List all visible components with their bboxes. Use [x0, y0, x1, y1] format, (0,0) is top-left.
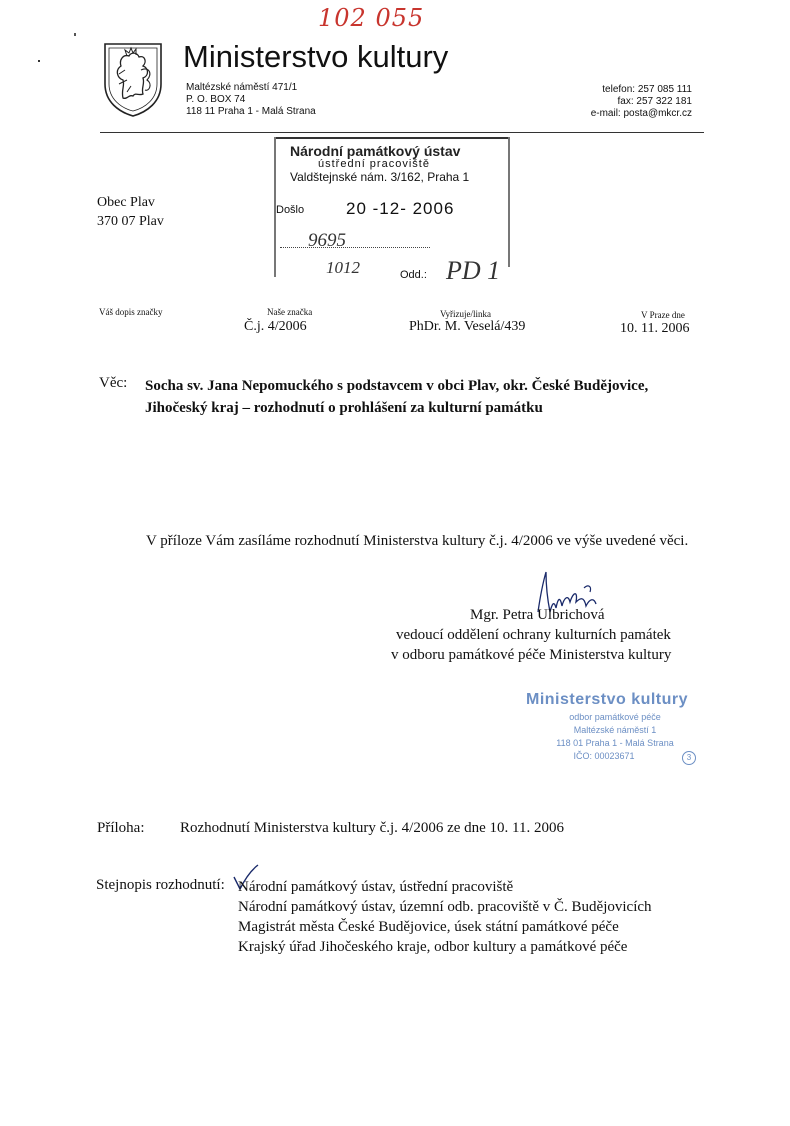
- body-paragraph: V příloze Vám zasíláme rozhodnutí Ministerstva kultury č.j. 4/2006 ve výše uvedené věci.: [146, 533, 689, 549]
- ministry-contact: [560, 84, 692, 120]
- list-item: Národní památkový ústav, územní odb. pracoviště v Č. Budějovicích: [238, 899, 652, 915]
- stamp-address: Valdštejnské nám. 3/162, Praha 1: [290, 170, 470, 184]
- handled-by-value: PhDr. M. Veselá/439: [409, 319, 526, 334]
- address-line: Maltézské náměstí 471/1: [186, 82, 298, 93]
- recipient-line: 370 07 Plav: [97, 214, 164, 229]
- ministry-stamp-number: 3: [682, 751, 696, 765]
- stamp-handwritten-dept: PD 1: [446, 256, 501, 285]
- signatory-department: v odboru památkové péče Ministerstva kultury: [391, 647, 672, 663]
- list-item: Magistrát města České Budějovice, úsek státní památkové péče: [238, 919, 619, 935]
- copies-label: Stejnopis rozhodnutí:: [96, 877, 225, 893]
- address-line: P. O. BOX 74: [186, 94, 246, 105]
- scan-speck: [74, 33, 76, 36]
- stamp-handwritten-number: 9695: [308, 230, 346, 251]
- attachment-label: Příloha:: [97, 820, 145, 836]
- czech-lion-crest-icon: [101, 40, 165, 118]
- stamp-received-date: 20 -12- 2006: [346, 199, 455, 218]
- attachment-text: Rozhodnutí Ministerstva kultury č.j. 4/2006 ze dne 10. 11. 2006: [180, 820, 564, 836]
- stamp-dept-label: Odd.:: [400, 269, 427, 281]
- subject-text: Socha sv. Jana Nepomuckého s podstavcem v obci Plav, okr. České Budějovice, Jihočeský kraj – rozhodnutí o prohlášení za kulturní památku: [145, 378, 649, 416]
- handled-by-label: Vyřizuje/linka: [440, 309, 491, 319]
- ministry-stamp-line: odbor památkové péče: [569, 712, 661, 722]
- copies-list: [238, 877, 652, 957]
- stamp-received-label: Došlo: [276, 204, 305, 216]
- ministry-stamp-line: 118 01 Praha 1 - Malá Strana: [556, 738, 674, 748]
- header-divider: [100, 132, 704, 133]
- your-letter-label: Váš dopis značky: [99, 307, 163, 317]
- scan-speck: [38, 60, 40, 62]
- stamp-border: [274, 137, 510, 139]
- handwritten-registry-number: 102 055: [318, 4, 425, 32]
- subject-label: Věc:: [99, 375, 128, 391]
- ministry-stamp-title: Ministerstvo kultury: [526, 691, 689, 708]
- our-ref-value: Č.j. 4/2006: [244, 319, 307, 334]
- recipient-address: [97, 193, 164, 231]
- date-label: V Praze dne: [641, 310, 685, 320]
- list-item: Národní památkový ústav, ústřední pracoviště: [238, 879, 514, 895]
- address-line: 118 11 Praha 1 - Malá Strana: [186, 106, 316, 117]
- stamp-department: ústřední pracoviště: [318, 158, 430, 170]
- ministry-address: [186, 82, 316, 118]
- ministry-stamp-line: Maltézské náměstí 1: [573, 725, 657, 735]
- signatory-name: Mgr. Petra Ulbrichová: [470, 607, 605, 623]
- list-item: Krajský úřad Jihočeského kraje, odbor kultury a památkové péče: [238, 939, 628, 955]
- email: e-mail: posta@mkcr.cz: [590, 108, 692, 119]
- date-value: 10. 11. 2006: [620, 321, 690, 336]
- recipient-line: Obec Plav: [97, 195, 155, 210]
- stamp-dotted-line: [280, 247, 430, 248]
- ministry-stamp-line: IČO: 00023671: [573, 751, 635, 761]
- ministry-title: Ministerstvo kultury: [183, 39, 449, 74]
- our-ref-label: Naše značka: [267, 307, 313, 317]
- phone: telefon: 257 085 111: [602, 84, 692, 95]
- stamp-institution: Národní památkový ústav: [290, 143, 461, 159]
- stamp-handwritten-count: 1012: [326, 258, 360, 277]
- fax: fax: 257 322 181: [617, 96, 692, 107]
- signatory-role: vedoucí oddělení ochrany kulturních památek: [396, 627, 671, 643]
- stamp-border: [508, 137, 510, 267]
